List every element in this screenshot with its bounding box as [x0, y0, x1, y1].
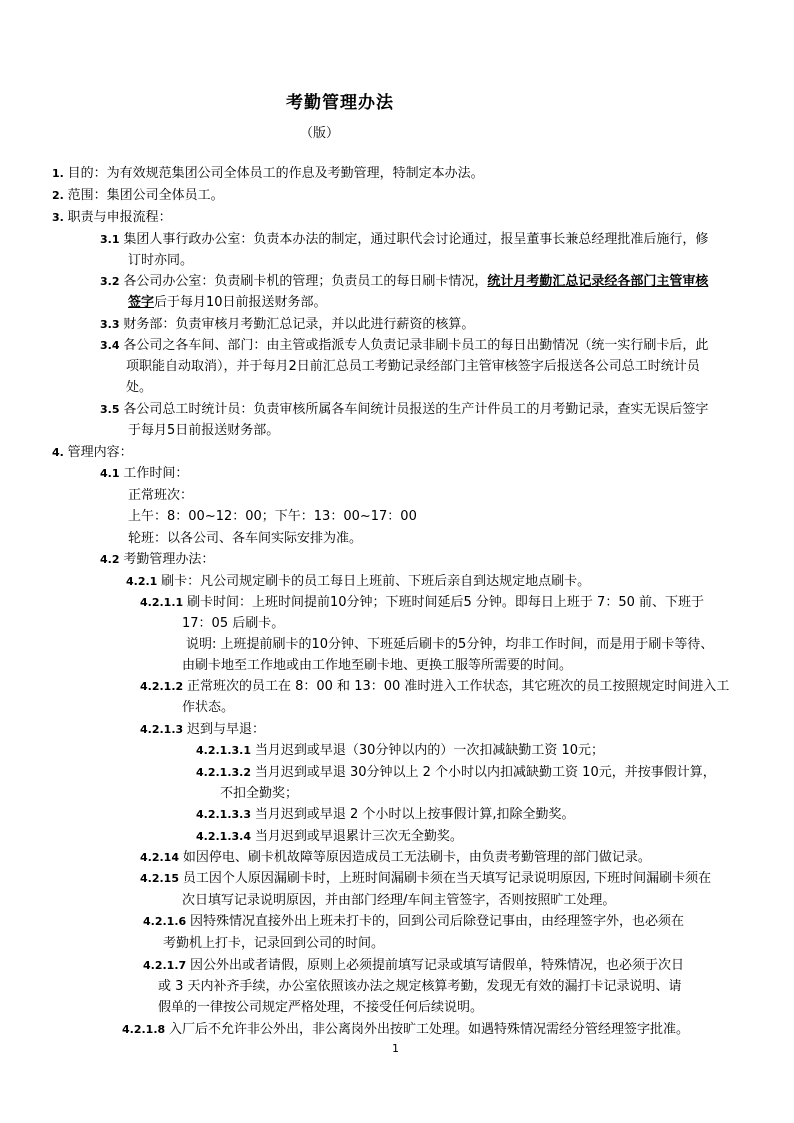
- clause-text: 集团人事行政办公室：负责本办法的制定，通过职代会讨论通过，报呈董事长兼总经理批准后施行，修: [123, 232, 709, 247]
- text-line: [140, 847, 651, 868]
- text-line: [128, 292, 327, 313]
- clause-text: 财务部：负责审核月考勤汇总记录，并以此进行薪资的核算。: [123, 317, 475, 332]
- clause-text: 于每月5日前报送财务部。: [128, 423, 280, 438]
- text-line: [128, 485, 193, 506]
- clause-number: 4.1: [100, 467, 124, 480]
- clause-text: 各公司之各车间、部门：由主管或指派专人负责记录非刷卡员工的每日出勤情况（统一实行刷卡后，此: [123, 338, 709, 353]
- clause-text: 如因停电、刷卡机故障等原因造成员工无法刷卡，由负责考勤管理的部门做记录。: [182, 850, 651, 865]
- text-line: [186, 634, 713, 655]
- clause-number: 4.2.1.7: [143, 959, 190, 972]
- clause-text: 处。: [126, 380, 153, 395]
- text-line: [100, 271, 708, 292]
- text-line: [196, 762, 716, 783]
- clause-text: 入厂后不允许非公外出，非公离岗外出按旷工处理。如遇特殊情况需经分管经理签字批准。: [168, 1022, 689, 1037]
- clause-text: 订时亦同。: [128, 253, 194, 268]
- clause-text: 当月迟到或早退（30分钟以内的）一次扣减缺勤工资 10元；: [254, 743, 605, 758]
- clause-text: 刷卡：凡公司规定刷卡的员工每日上班前、下班后亲自到达规定地点刷卡。: [161, 574, 591, 589]
- clause-text: 假单的一律按公司规定严格处理，不接受任何后续说明。: [158, 1000, 484, 1015]
- clause-number: 4.2.1.3.2: [196, 766, 255, 779]
- text-line: [140, 676, 729, 697]
- text-line: [126, 571, 590, 592]
- text-line: [196, 826, 463, 847]
- text-line: [128, 528, 362, 549]
- text-line: [163, 933, 384, 954]
- clause-number: 4.2.1.8: [122, 1023, 169, 1036]
- text-line: [143, 911, 684, 932]
- clause-text: 正常班次：: [128, 488, 194, 503]
- document-title: 考勤管理办法: [286, 93, 394, 113]
- text-line: [182, 655, 572, 676]
- clause-text: 由刷卡地至工作地或由工作地至刷卡地、更换工服等所需要的时间。: [182, 658, 573, 673]
- clause-number: 4.2.1.3.1: [196, 744, 255, 757]
- text-line: [100, 314, 474, 335]
- underlined-text: 统计月考勤汇总记录经各部门主管审核: [487, 274, 709, 289]
- underlined-text: 签字: [128, 295, 155, 310]
- clause-text: 职责与申报流程：: [67, 210, 172, 225]
- text-line: [140, 719, 265, 740]
- text-line: [122, 1019, 689, 1040]
- text-line: [52, 207, 172, 228]
- text-line: [126, 356, 700, 377]
- clause-text: 项职能自动取消），并于每月2日前汇总员工考勤记录经部门主管审核签字后报送各公司总工时统计员: [126, 359, 700, 374]
- clause-text: 上午：8：00~12：00；下午：13：00~17：00: [128, 509, 417, 524]
- text-line: [52, 185, 224, 206]
- clause-number: 3.1: [100, 233, 124, 246]
- clause-text: 考勤机上打卡，记录回到公司的时间。: [163, 936, 385, 951]
- clause-text: 因公外出或者请假，原则上必须提前填写记录或填写请假单，特殊情况，也必须于次日: [189, 958, 684, 973]
- clause-text: 管理内容：: [67, 445, 133, 460]
- clause-number: 4.2: [100, 553, 124, 566]
- text-line: [128, 250, 193, 271]
- text-line: [140, 592, 704, 613]
- clause-text: 作状态。: [182, 700, 235, 715]
- text-line: [196, 804, 575, 825]
- text-line: [182, 697, 234, 718]
- clause-text: 当月迟到或早退 30分钟以上 2 个小时以内扣减缺勤工资 10元，并按事假计算，: [254, 765, 716, 780]
- text-line: [100, 549, 214, 570]
- document-subtitle: （版）: [300, 126, 340, 141]
- clause-text: 不扣全勤奖；: [220, 786, 299, 801]
- text-line: [140, 868, 711, 889]
- clause-number: 4.2.1: [126, 575, 162, 588]
- text-line: [52, 442, 133, 463]
- clause-number: 3.5: [100, 403, 124, 416]
- clause-text: 当月迟到或早退 2 个小时以上按事假计算,扣除全勤奖。: [254, 807, 575, 822]
- text-line: [158, 997, 483, 1018]
- clause-number: 4.2.1.3.3: [196, 808, 255, 821]
- text-line: [220, 783, 298, 804]
- clause-number: 4.2.1.3.4: [196, 830, 255, 843]
- clause-number: 4.2.1.2: [140, 680, 187, 693]
- clause-number: 3.2: [100, 275, 124, 288]
- clause-number: 4.2.1.3: [140, 723, 187, 736]
- clause-number: 4.2.15: [140, 872, 183, 885]
- clause-text: 次日填写记录说明原因，并由部门经理/车间主管签字，否则按照旷工处理。: [182, 893, 616, 908]
- clause-text: 员工因个人原因漏刷卡时，上班时间漏刷卡须在当天填写记录说明原因, 下班时间漏刷卡须在: [182, 871, 712, 886]
- clause-text: 因特殊情况直接外出上班未打卡的，回到公司后除登记事由，由经理签字外，也必须在: [189, 914, 684, 929]
- clause-number: 4.2.14: [140, 851, 183, 864]
- clause-number: 4.2.1.1: [140, 596, 187, 609]
- text-line: [182, 890, 615, 911]
- page-number: 1: [392, 1042, 399, 1055]
- clause-number: 3.: [52, 211, 68, 224]
- text-line: [100, 399, 708, 420]
- text-line: [143, 955, 684, 976]
- clause-text: 各公司办公室：负责刷卡机的管理；负责员工的每日刷卡情况，: [123, 274, 488, 289]
- clause-number: 3.3: [100, 318, 124, 331]
- text-line: [52, 163, 484, 184]
- clause-number: 4.: [52, 446, 68, 459]
- text-line: [182, 613, 284, 634]
- clause-number: 3.4: [100, 339, 124, 352]
- clause-text: 范围：集团公司全体员工。: [67, 188, 224, 203]
- text-line: [196, 740, 604, 761]
- text-line: [126, 377, 152, 398]
- clause-text: 后于每月10日前报送财务部。: [154, 295, 327, 310]
- text-line: [100, 229, 708, 250]
- text-line: [158, 976, 682, 997]
- text-line: [100, 335, 708, 356]
- clause-text: 17：05 后刷卡。: [182, 616, 285, 631]
- clause-number: 2.: [52, 189, 68, 202]
- clause-text: 刷卡时间：上班时间提前10分钟；下班时间延后5 分钟。即每日上班于 7：50 前、下班于: [186, 595, 705, 610]
- clause-text: 考勤管理办法：: [123, 552, 215, 567]
- clause-number: 4.2.1.6: [143, 915, 190, 928]
- clause-text: 轮班：以各公司、各车间实际安排为准。: [128, 531, 363, 546]
- clause-text: 工作时间：: [123, 466, 189, 481]
- clause-text: 目的：为有效规范集团公司全体员工的作息及考勤管理，特制定本办法。: [67, 166, 484, 181]
- clause-number: 1.: [52, 167, 68, 180]
- clause-text: 正常班次的员工在 8：00 和 13：00 准时进入工作状态，其它班次的员工按照规定时间进入工: [186, 679, 730, 694]
- text-line: [128, 506, 417, 527]
- clause-text: 当月迟到或早退累计三次无全勤奖。: [254, 829, 463, 844]
- clause-text: 迟到与早退：: [186, 722, 265, 737]
- clause-text: 各公司总工时统计员：负责审核所属各车间统计员报送的生产计件员工的月考勤记录，查实无误后签字: [123, 402, 709, 417]
- clause-text: 或 3 天内补齐手续，办公室依照该办法之规定核算考勤，发现无有效的漏打卡记录说明、请: [158, 979, 682, 994]
- text-line: [100, 463, 188, 484]
- clause-text: 说明: 上班提前刷卡的10分钟、下班延后刷卡的5分钟，均非工作时间，而是用于刷卡等待、: [186, 637, 714, 652]
- text-line: [128, 420, 279, 441]
